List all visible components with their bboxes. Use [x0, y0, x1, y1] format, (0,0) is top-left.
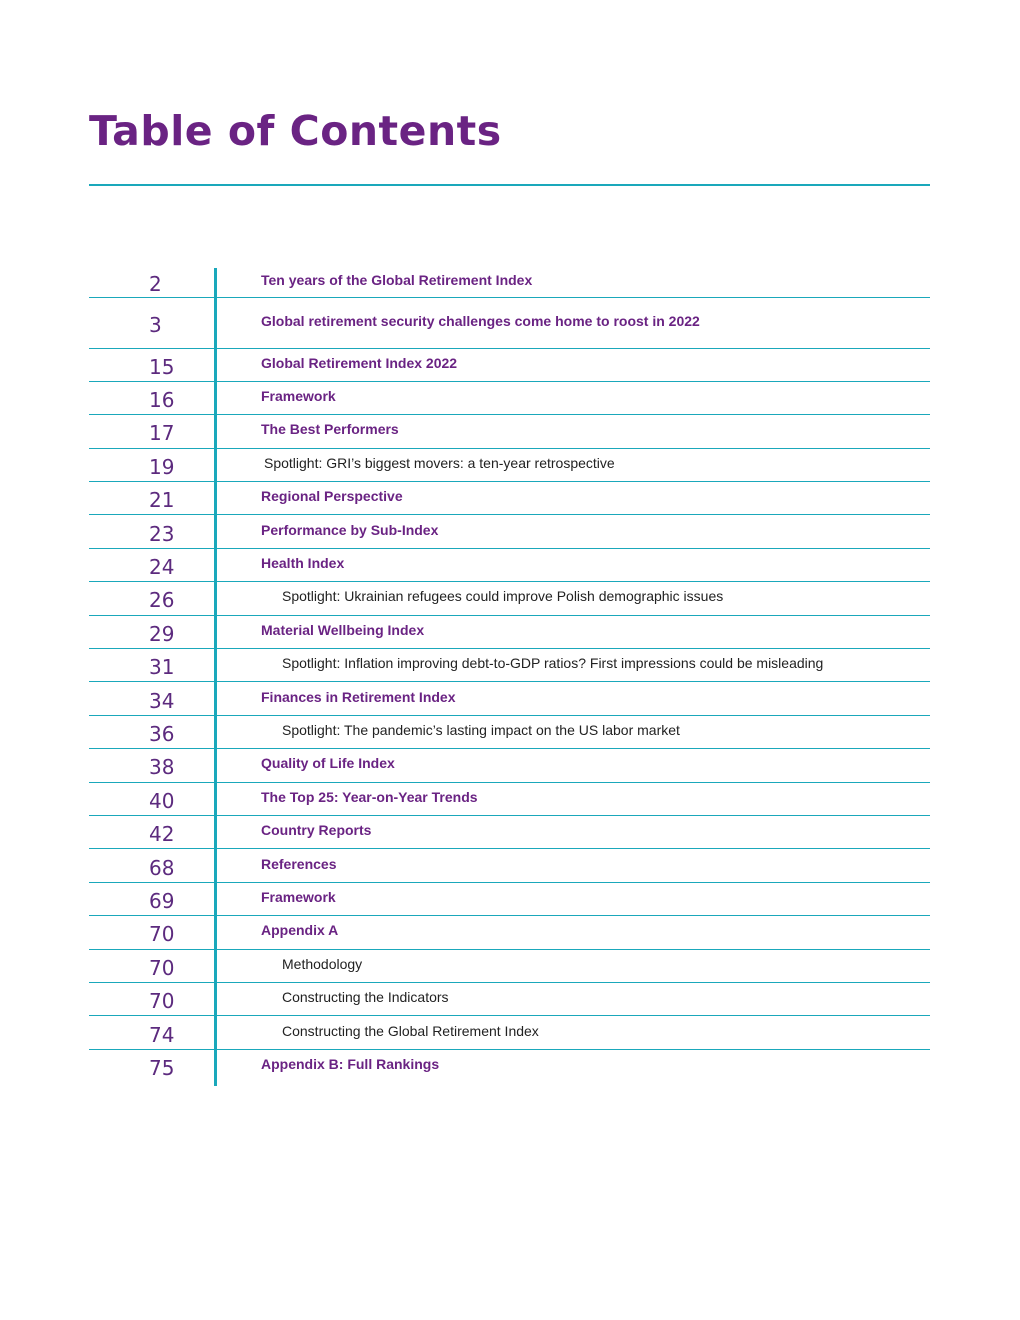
toc-spotlight-entry[interactable]: Spotlight: The pandemic’s lasting impact on the US labor market [282, 721, 680, 738]
toc-row[interactable] [89, 816, 930, 849]
toc-entry-title[interactable]: Performance by Sub-Index [261, 521, 439, 538]
toc-page-number: 42 [149, 822, 175, 847]
toc-row[interactable] [89, 1016, 930, 1049]
toc-page-number: 29 [149, 621, 175, 646]
toc-row[interactable] [89, 449, 930, 482]
toc-entry-title[interactable]: Regional Perspective [261, 488, 403, 505]
toc-spotlight-entry[interactable]: Spotlight: GRI’s biggest movers: a ten-year retrospective [264, 454, 615, 471]
toc-page-number: 74 [149, 1022, 175, 1047]
toc-page-number: 3 [149, 312, 162, 337]
toc-entry-title[interactable]: Framework [261, 388, 336, 405]
toc-page-number: 69 [149, 888, 175, 913]
toc-page-number: 16 [149, 388, 175, 413]
toc-entry-title[interactable]: Global retirement security challenges come home to roost in 2022 [261, 312, 700, 329]
toc-row[interactable] [89, 549, 930, 582]
toc-entry-title[interactable]: Country Reports [261, 822, 372, 839]
toc-page-number: 38 [149, 755, 175, 780]
toc-subentry[interactable]: Constructing the Indicators [282, 989, 449, 1006]
toc-row[interactable] [89, 582, 930, 615]
table-of-contents [89, 268, 930, 1083]
toc-page-number: 17 [149, 421, 175, 446]
toc-page-number: 31 [149, 655, 175, 680]
toc-row[interactable] [89, 415, 930, 448]
page-title: Table of Contents [89, 107, 502, 155]
toc-entry-title[interactable]: Health Index [261, 555, 345, 572]
toc-row[interactable] [89, 616, 930, 649]
title-divider [89, 184, 930, 186]
toc-page-number: 24 [149, 555, 175, 580]
toc-page-number: 40 [149, 788, 175, 813]
toc-row[interactable] [89, 916, 930, 949]
toc-page-number: 15 [149, 354, 175, 379]
toc-entry-title[interactable]: The Top 25: Year-on-Year Trends [261, 788, 478, 805]
toc-page-number: 70 [149, 955, 175, 980]
toc-row[interactable] [89, 649, 930, 682]
toc-subentry[interactable]: Methodology [282, 955, 363, 972]
toc-entry-title[interactable]: Ten years of the Global Retirement Index [261, 272, 533, 289]
toc-entry-title[interactable]: Appendix A [261, 922, 339, 939]
toc-page-number: 70 [149, 989, 175, 1014]
toc-row[interactable] [89, 515, 930, 548]
toc-row[interactable] [89, 298, 930, 349]
toc-row[interactable] [89, 950, 930, 983]
toc-row[interactable] [89, 749, 930, 782]
toc-page-number: 36 [149, 721, 175, 746]
toc-spotlight-entry[interactable]: Spotlight: Ukrainian refugees could improve Polish demographic issues [282, 588, 724, 605]
toc-entry-title[interactable]: References [261, 855, 337, 872]
toc-page-number: 26 [149, 588, 175, 613]
toc-row[interactable] [89, 783, 930, 816]
toc-page-number: 21 [149, 488, 175, 513]
toc-page-number: 68 [149, 855, 175, 880]
toc-row[interactable] [89, 349, 930, 382]
toc-row[interactable] [89, 682, 930, 715]
toc-row[interactable] [89, 382, 930, 415]
toc-page-number: 70 [149, 922, 175, 947]
toc-entry-title[interactable]: Material Wellbeing Index [261, 621, 425, 638]
toc-page-number: 34 [149, 688, 175, 713]
toc-spotlight-entry[interactable]: Spotlight: Inflation improving debt-to-GDP ratios? First impressions could be misleading [282, 655, 824, 672]
toc-page-number: 2 [149, 272, 162, 297]
toc-row[interactable] [89, 268, 930, 298]
toc-row[interactable] [89, 716, 930, 749]
toc-page-number: 23 [149, 521, 175, 546]
toc-entry-title[interactable]: The Best Performers [261, 421, 399, 438]
toc-entry-title[interactable]: Quality of Life Index [261, 755, 395, 772]
toc-subentry[interactable]: Constructing the Global Retirement Index [282, 1022, 539, 1039]
toc-entry-title[interactable]: Framework [261, 888, 336, 905]
toc-row[interactable] [89, 482, 930, 515]
toc-row[interactable] [89, 1050, 930, 1083]
toc-entry-title[interactable]: Appendix B: Full Rankings [261, 1056, 440, 1073]
toc-entry-title[interactable]: Finances in Retirement Index [261, 688, 456, 705]
toc-page-number: 19 [149, 454, 175, 479]
toc-entry-title[interactable]: Global Retirement Index 2022 [261, 354, 458, 371]
toc-page-number: 75 [149, 1056, 175, 1081]
toc-row[interactable] [89, 983, 930, 1016]
toc-row[interactable] [89, 849, 930, 882]
toc-row[interactable] [89, 883, 930, 916]
